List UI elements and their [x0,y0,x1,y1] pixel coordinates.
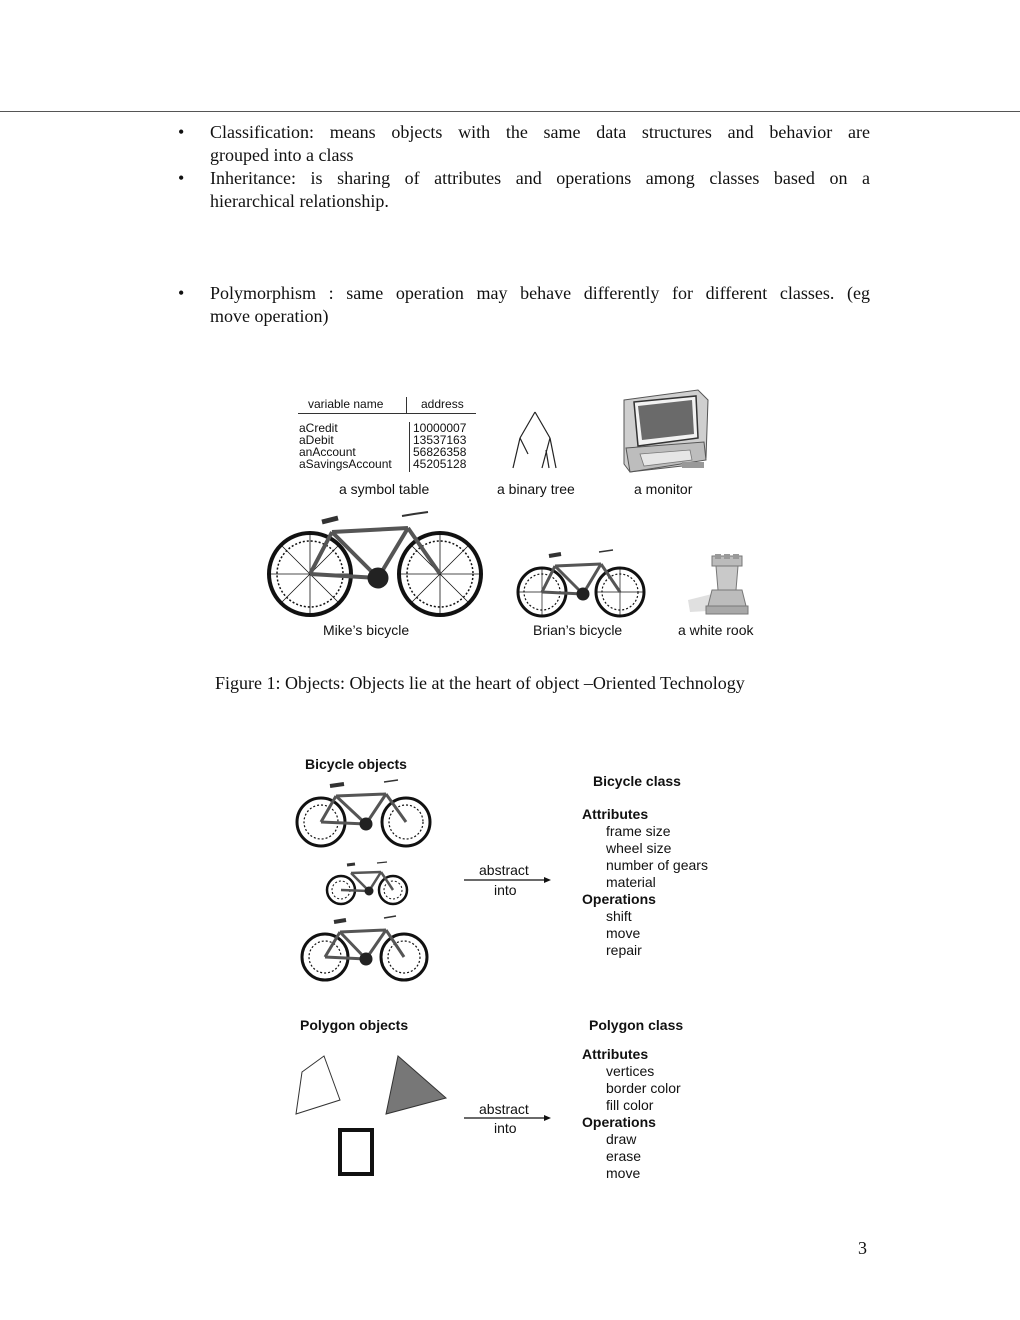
bullet-line: hierarchical relationship. [210,191,389,211]
white-rook-label: a white rook [678,622,754,638]
symbol-table-label: a symbol table [339,481,430,497]
bicycle-class-members [582,806,708,959]
page-number: 3 [858,1238,867,1258]
brians-bicycle-label: Brian’s bicycle [533,622,623,638]
attribute-item: border color [606,1080,681,1096]
mikes-bicycle-label: Mike’s bicycle [323,622,410,638]
symbol-table-names [299,422,392,470]
bullet-dot: • [178,283,185,303]
monitor-label: a monitor [634,481,693,497]
attribute-item: material [606,874,656,890]
symbol-table-address: 10000007 [413,421,467,435]
operations-heading: Operations [582,891,656,907]
symbol-table-name: anAccount [299,445,356,459]
operation-item: draw [606,1131,637,1147]
polygon-class-title: Polygon class [589,1017,684,1033]
attribute-item: frame size [606,823,671,839]
attributes-heading: Attributes [582,806,649,822]
attribute-item: wheel size [606,840,672,856]
symbol-table-address: 45205128 [413,457,467,471]
binary-tree-icon [510,410,560,472]
symbol-table-name: aCredit [299,421,338,435]
bullet-line: move operation) [210,306,329,326]
bicycle-objects-title: Bicycle objects [305,756,407,772]
operation-item: move [606,925,641,941]
bicycle-icon [266,506,484,618]
symbol-table-header-divider [406,397,407,413]
abstract-arrow-label-bottom: into [494,882,517,898]
polygon-objects-title: Polygon objects [300,1017,409,1033]
symbol-table-header-name: variable name [308,397,384,411]
symbol-table-address: 13537163 [413,433,467,447]
symbol-table-header-address: address [421,397,464,411]
abstract-arrow-label-top: abstract [479,1101,529,1117]
attribute-item: vertices [606,1063,655,1079]
symbol-table-address: 56826358 [413,445,467,459]
chess-rook-icon [686,552,750,618]
binary-tree-label: a binary tree [497,481,575,497]
attribute-item: fill color [606,1097,654,1113]
bicycle-icon [294,778,434,848]
attributes-heading: Attributes [582,1046,649,1062]
symbol-table-name: aSavingsAccount [299,457,392,471]
symbol-table-header-rule [298,413,476,414]
attribute-item: number of gears [606,857,708,873]
bullet-dot: • [178,168,185,188]
operation-item: erase [606,1148,642,1164]
bicycle-icon [515,546,647,618]
monitor-icon [620,388,712,476]
quadrilateral-icon [294,1054,344,1116]
operation-item: move [606,1165,641,1181]
bicycle-class-title: Bicycle class [593,773,681,789]
polygon-class-members [582,1046,681,1182]
header-rule [0,111,1020,112]
figure-1-caption: Figure 1: Objects: Objects lie at the heart of object –Oriented Technology [215,673,745,693]
bullet-line: Polymorphism : same operation may behave differently for different classes. (eg [210,283,870,303]
operation-item: repair [606,942,642,958]
abstract-arrow-label-bottom: into [494,1120,517,1136]
symbol-table-addresses [413,422,466,470]
operation-item: shift [606,908,632,924]
triangle-icon [384,1054,448,1116]
symbol-table-column-divider [409,422,410,472]
rectangle-icon [338,1128,376,1178]
bullet-dot: • [178,122,185,142]
bullet-line: Classification: means objects with the same data structures and behavior are [210,122,870,142]
operations-heading: Operations [582,1114,656,1130]
bullet-line: Inheritance: is sharing of attributes and operations among classes based on a [210,168,870,188]
abstract-arrow-label-top: abstract [479,862,529,878]
bullet-line: grouped into a class [210,145,354,165]
bicycle-icon [325,860,409,906]
bicycle-icon [300,914,430,982]
symbol-table-name: aDebit [299,433,334,447]
